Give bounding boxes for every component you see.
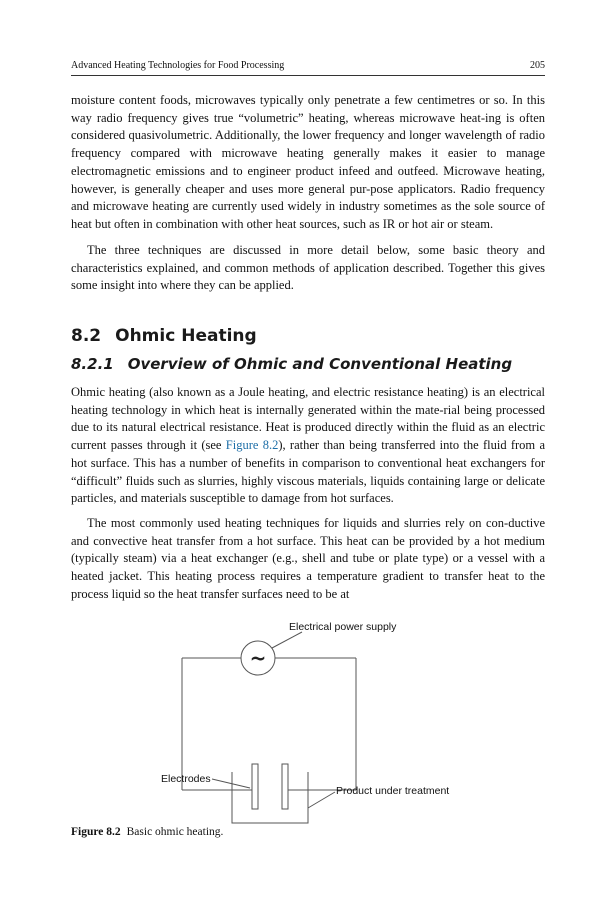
figure-caption xyxy=(71,826,223,838)
section-heading xyxy=(71,326,257,346)
label-product: Product under treatment xyxy=(336,785,450,797)
ohmic-heating-diagram xyxy=(150,614,480,844)
treatment-vessel xyxy=(232,772,308,823)
label-electrodes: Electrodes xyxy=(161,773,211,785)
circuit-diagram xyxy=(150,614,480,844)
subsection-heading xyxy=(71,355,512,373)
leader-power-supply xyxy=(272,632,302,648)
tilde-icon: ~ xyxy=(249,646,267,670)
paragraph-3-text-a: Ohmic heating (also known as a Joule heating, and electric resistance heating) is an electrical heating technology in which heat is internally generated within the mate-rial being processed due to its natural electrical resistance. Heat is produced directly within the fluid as an electric current passes through it (see xyxy=(71,385,545,453)
paragraph-3 xyxy=(71,384,545,508)
leader-product xyxy=(308,792,335,808)
header-rule xyxy=(71,75,545,76)
figure-caption-label: Figure 8.2 xyxy=(71,826,121,838)
paragraph-1: moisture content foods, microwaves typically only penetrate a few centimetres or so. In this way radio frequency gives true “volumetric” heating, whereas microwave heat-ing is often considered quasivolumetric. Additionally, the lower frequency and longer wavelength of radio frequency compared with microwave heating generally makes it easier to manage electromagnetic emissions and to engineer product infeed and outfeed. Microwave heating, however, is generally cheaper and uses more general pur-pose applicators. Radio frequency and microwave heating are currently used widely in industry sometimes as the sole source of heat but often in combination with other heat sources, such as IR or hot air or steam. xyxy=(71,93,545,231)
subsection-number: 8.2.1 xyxy=(71,355,114,373)
running-header-title: Advanced Heating Technologies for Food Processing xyxy=(71,60,285,71)
paragraph-4: The most commonly used heating techniques for liquids and slurries rely on con-ductive and convective heat transfer from a hot surface. This heat can be provided by a hot medium (typically steam) via a heat exchanger (e.g., shell and tube or plate type) or a vessel with a heated jacket. This heating process requires a temperature gradient to transfer heat to the process liquid so the heat transfer surfaces need to be at xyxy=(71,516,545,601)
left-electrode xyxy=(252,764,258,809)
running-header xyxy=(71,58,545,74)
section-title: Ohmic Heating xyxy=(115,326,257,346)
paragraph-3-text-b: ), rather than being transferred into the fluid from a hot surface. This has a number of benefits in comparison to conventional heat exchangers for “difficult” fluids such as slurries, highly viscous materials, liquids containing large or delicate particles, and materials susceptible to damage from hot surfaces. xyxy=(71,438,545,506)
right-electrode xyxy=(282,764,288,809)
section-number: 8.2 xyxy=(71,326,102,346)
label-power-supply: Electrical power supply xyxy=(289,621,397,633)
leader-electrodes xyxy=(212,779,250,788)
figure-reference-link[interactable]: Figure 8.2 xyxy=(225,438,279,453)
subsection-title: Overview of Ohmic and Conventional Heating xyxy=(127,355,513,373)
page-number: 205 xyxy=(530,60,545,71)
figure-caption-text: Basic ohmic heating. xyxy=(126,826,224,838)
paragraph-2: The three techniques are discussed in more detail below, some basic theory and characteristics explained, and common methods of application described. Together this gives some insight into where they can be applied. xyxy=(71,243,545,293)
